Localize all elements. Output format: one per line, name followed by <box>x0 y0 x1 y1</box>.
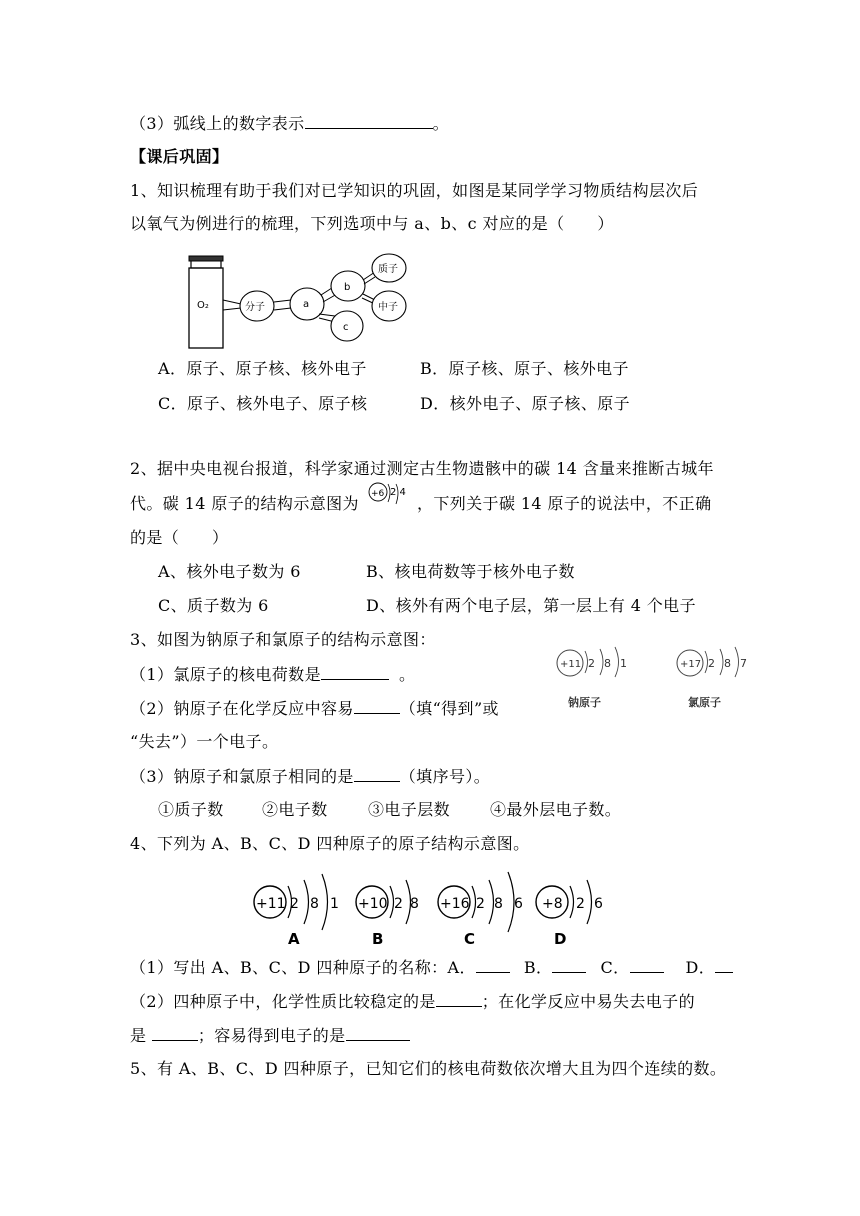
svg-text:D: D <box>554 930 567 948</box>
q3-sub3: （3）钠原子和氯原子相同的是 （填序号）。 <box>130 767 491 786</box>
svg-text:8: 8 <box>410 896 419 912</box>
svg-text:2: 2 <box>708 657 715 670</box>
sodium-label: 钠原子 <box>568 696 601 709</box>
svg-text:8: 8 <box>310 896 319 912</box>
answer-blank[interactable] <box>152 1024 198 1041</box>
chlorine-label: 氯原子 <box>688 696 721 709</box>
svg-text:6: 6 <box>594 896 603 912</box>
svg-text:2: 2 <box>290 896 299 912</box>
svg-text:7: 7 <box>740 657 747 670</box>
proton-label: 质子 <box>378 264 398 275</box>
atom-b <box>356 880 419 948</box>
answer-blank-c[interactable] <box>630 956 664 973</box>
svg-text:1: 1 <box>620 657 627 670</box>
q2-option-c[interactable]: C、质子数为 6 <box>158 596 269 615</box>
answer-blank[interactable] <box>436 990 482 1007</box>
q1-option-d[interactable]: D．核外电子、原子核、原子 <box>420 394 631 413</box>
label-b: b <box>344 282 351 293</box>
q1-option-c[interactable]: C．原子、核外电子、原子核 <box>158 394 368 413</box>
q4-sub1: （1）写出 A、B、C、D 四种原子的名称：A． B． C． D． <box>130 956 733 979</box>
svg-text:1: 1 <box>330 896 339 912</box>
atom-c <box>438 872 523 948</box>
svg-text:6: 6 <box>514 896 523 912</box>
q1-line2: 以氧气为例进行的梳理，下列选项中与 a、b、c 对应的是（ ） <box>130 214 614 233</box>
q1-option-b[interactable]: B．原子核、原子、核外电子 <box>420 359 629 378</box>
svg-text:+17: +17 <box>680 659 702 670</box>
q2-line3: 的是（ ） <box>130 528 229 547</box>
q2-option-a[interactable]: A、核外电子数为 6 <box>158 562 301 581</box>
q2-line1: 2、据中央电视台报道，科学家通过测定古生物遗骸中的碳 14 含量来推断古城年 <box>130 459 714 478</box>
carbon14-atom-diagram <box>366 480 414 510</box>
answer-blank[interactable] <box>346 1024 410 1041</box>
shell-electrons: 2 4 <box>390 487 406 498</box>
svg-text:8: 8 <box>724 657 731 670</box>
label-c: c <box>343 322 349 333</box>
q-prev-item3: （3）弧线上的数字表示 。 <box>130 114 449 133</box>
svg-text:8: 8 <box>494 896 503 912</box>
q2-line2: 代。碳 14 原子的结构示意图为 ，下列关于碳 14 原子的说法中，不正确 <box>130 494 712 513</box>
q2-option-d[interactable]: D、核外有两个电子层，第一层上有 4 个电子 <box>366 596 696 615</box>
atom-a <box>254 874 339 948</box>
q3-sub1: （1）氯原子的核电荷数是 。 <box>130 665 416 684</box>
structure-diagram <box>185 250 425 350</box>
sodium-atom <box>557 647 627 709</box>
bottle-label: O₂ <box>197 300 209 311</box>
q3-choice-1: ①质子数 <box>158 800 224 819</box>
svg-text:+16: +16 <box>440 896 470 912</box>
svg-text:+11: +11 <box>560 659 582 670</box>
q4-sub2: （2）四种原子中，化学性质比较稳定的是 ；在化学反应中易失去电子的 <box>130 992 695 1011</box>
svg-text:2: 2 <box>576 896 585 912</box>
svg-text:8: 8 <box>604 657 611 670</box>
answer-blank[interactable] <box>354 697 400 714</box>
q3-choice-3: ③电子层数 <box>368 800 451 819</box>
abcd-atom-diagrams <box>248 866 628 950</box>
q4-sub2-cont: 是 ；容易得到电子的是 <box>130 1024 410 1047</box>
q4-line1: 4、下列为 A、B、C、D 四种原子的原子结构示意图。 <box>130 834 530 853</box>
q3-sub2-cont: “失去”）一个电子。 <box>130 732 279 751</box>
q1-option-a[interactable]: A．原子、原子核、核外电子 <box>158 359 367 378</box>
q5-line1: 5、有 A、B、C、D 四种原子，已知它们的核电荷数依次增大且为四个连续的数。 <box>130 1059 727 1078</box>
answer-blank[interactable] <box>305 112 433 129</box>
q2-option-b[interactable]: B、核电荷数等于核外电子数 <box>366 562 575 581</box>
svg-text:+11: +11 <box>256 896 286 912</box>
q3-line1: 3、如图为钠原子和氯原子的结构示意图： <box>130 630 436 649</box>
answer-blank-a[interactable] <box>476 956 510 973</box>
q3-choice-2: ②电子数 <box>262 800 328 819</box>
svg-text:2: 2 <box>588 657 595 670</box>
answer-blank[interactable] <box>321 663 389 680</box>
svg-text:B: B <box>372 930 384 948</box>
answer-blank-b[interactable] <box>552 956 586 973</box>
na-cl-atom-diagrams <box>550 642 760 714</box>
q3-sub2: （2）钠原子在化学反应中容易 （填“得到”或 <box>130 699 499 718</box>
svg-text:+8: +8 <box>542 896 563 912</box>
section-title: 【课后巩固】 <box>130 147 229 166</box>
atom-d <box>536 880 603 948</box>
svg-text:2: 2 <box>476 896 485 912</box>
chlorine-atom <box>677 647 747 709</box>
svg-text:C: C <box>464 930 476 948</box>
q3-choice-4: ④最外层电子数。 <box>490 800 622 819</box>
answer-blank-d[interactable] <box>715 956 733 973</box>
answer-blank[interactable] <box>354 765 400 782</box>
molecule-label: 分子 <box>245 302 265 313</box>
svg-text:A: A <box>288 930 300 948</box>
label-a: a <box>303 299 310 310</box>
svg-text:+10: +10 <box>358 896 388 912</box>
svg-text:2: 2 <box>394 896 403 912</box>
q1-line1: 1、知识梳理有助于我们对已学知识的巩固，如图是某同学学习物质结构层次后 <box>130 181 699 200</box>
nucleus-label: +6 <box>371 489 385 499</box>
neutron-label: 中子 <box>378 302 398 313</box>
